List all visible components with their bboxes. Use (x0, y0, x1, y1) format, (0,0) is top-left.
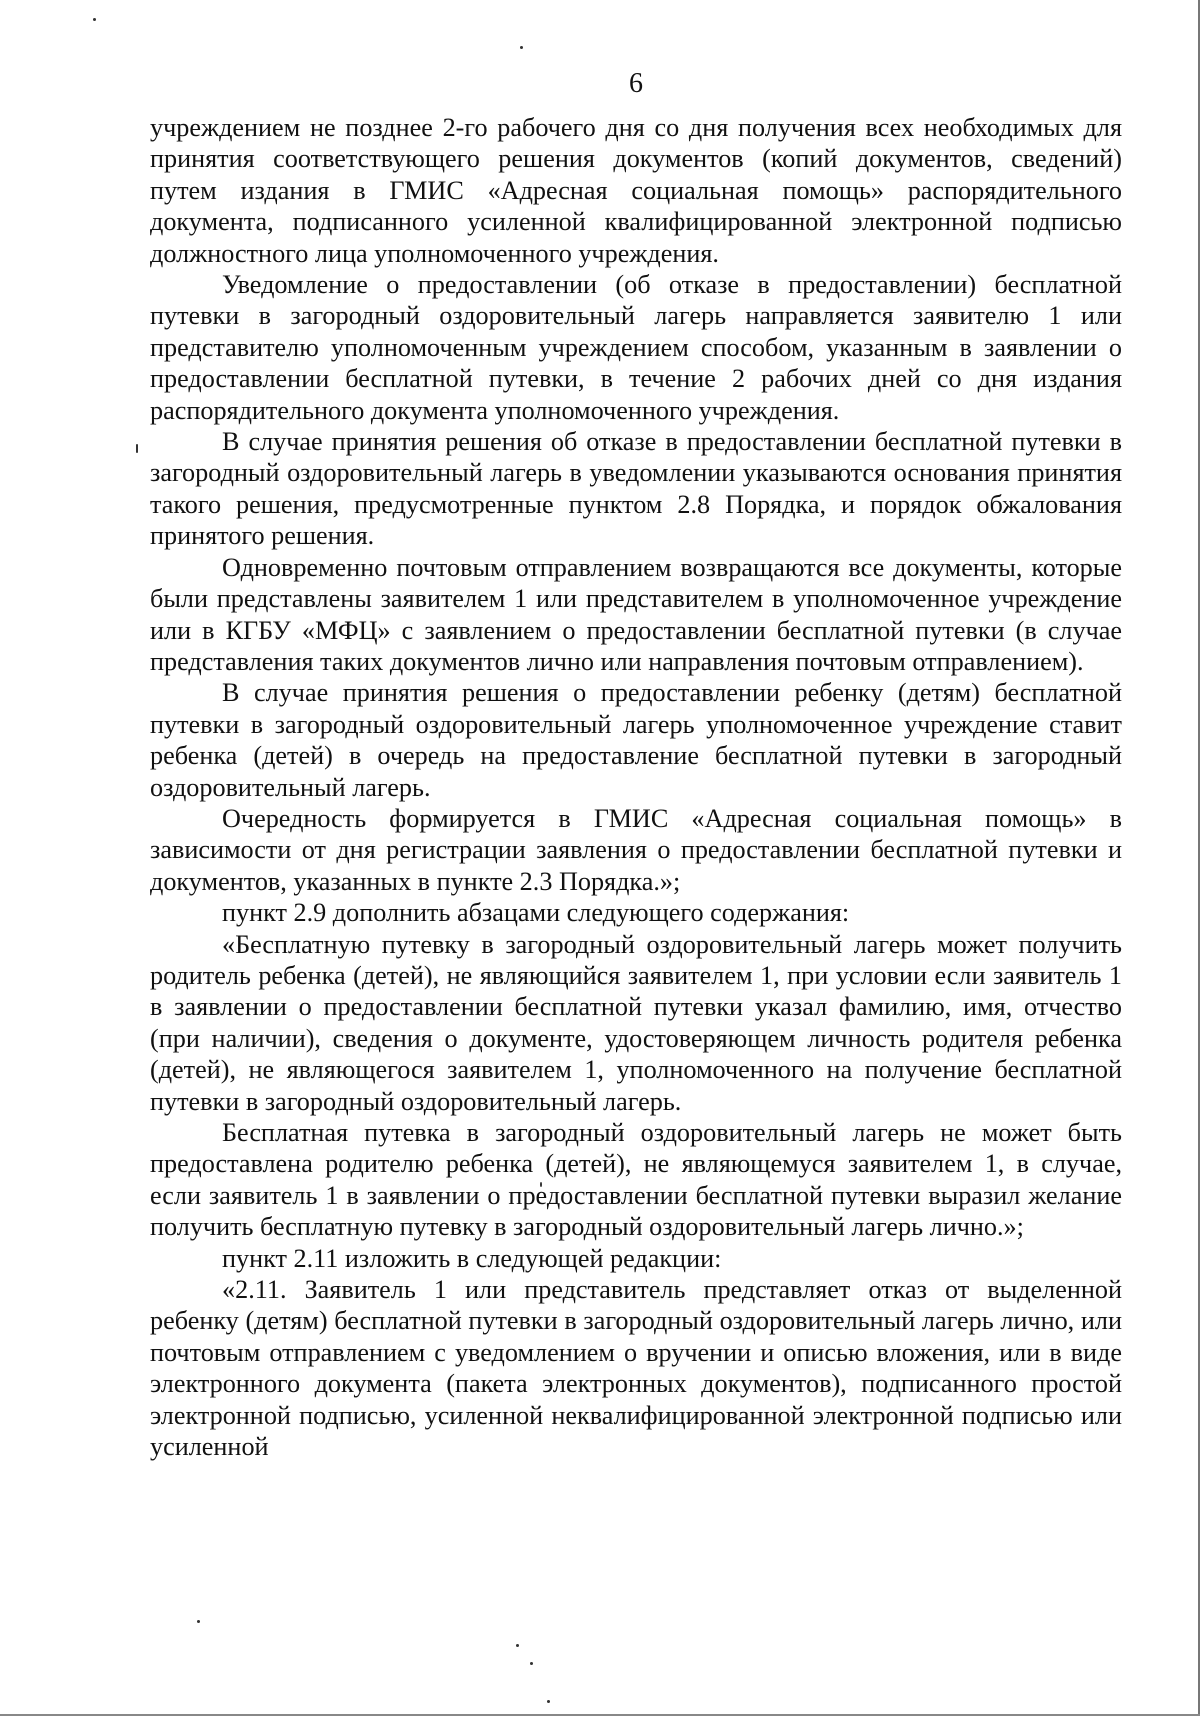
paragraph: Бесплатная путевка в загородный оздоровительный лагерь не может быть предоставлена родителю ребенка (детей), не являющемуся заявителем 1, в случае, если заявитель 1 в заявлении о предоставлении бесплатной путевки выразил желание получить бесплатную путевку в загородный оздоровительный лагерь лично.»; (150, 1118, 1122, 1242)
scan-speck (516, 1644, 519, 1647)
paragraph: пункт 2.9 дополнить абзацами следующего содержания: (222, 898, 850, 928)
paragraph: Очередность формируется в ГМИС «Адресная социальная помощь» в зависимости от дня регистрации заявления о предоставлении бесплатной путевки и документов, указанных в пункте 2.3 Порядка.»; (150, 803, 1122, 896)
scan-speck (136, 444, 138, 453)
paragraph: «Бесплатную путевку в загородный оздоровительный лагерь может получить родитель ребенка (детей), не являющийся заявителем 1, при условии если заявитель 1 в заявлении о предоставлении бесплатной путевки указал фамилию, имя, отчество (при наличии), сведения о документе, удостоверяющем личность родителя ребенка (детей), не являющегося заявителем 1, уполномоченного на получение бесплатной путевки в загородный оздоровительный лагерь. (150, 929, 1122, 1116)
paragraph: В случае принятия решения о предоставлении ребенку (детям) бесплатной путевки в загородный оздоровительный лагерь уполномоченное учреждение ставит ребенка (детей) в очередь на предоставление бесплатной путевки в загородный оздоровительный лагерь. (150, 678, 1122, 802)
paragraph: учреждением не позднее 2-го рабочего дня со дня получения всех необходимых для принятия соответствующего решения документов (копий документов, сведений) путем издания в ГМИС «Адресная социальная помощь» распорядительного документа, подписанного усиленной квалифицированной электронной подписью должностного лица уполномоченного учреждения. (150, 113, 1122, 268)
scan-speck (520, 46, 523, 49)
paragraph: пункт 2.11 изложить в следующей редакции: (222, 1243, 722, 1273)
paragraph: В случае принятия решения об отказе в предоставлении бесплатной путевки в загородный оздоровительный лагерь в уведомлении указываются основания принятия такого решения, предусмотренные пунктом 2.8 Порядка, и порядок обжалования принятого решения. (150, 427, 1122, 551)
scan-speck (93, 18, 96, 21)
page-number: 6 (629, 68, 643, 99)
scan-speck (197, 1620, 200, 1623)
paragraph: Уведомление о предоставлении (об отказе в предоставлении) бесплатной путевки в загородный оздоровительный лагерь направляется заявителю 1 или представителю уполномоченным учреждением способом, указанным в заявлении о предоставлении бесплатной путевки, в течение 2 рабочих дней со дня издания распорядительного документа уполномоченного учреждения. (150, 270, 1122, 425)
paragraph: «2.11. Заявитель 1 или представитель представляет отказ от выделенной ребенку (детям) бесплатной путевки в загородный оздоровительный лагерь лично, или почтовым отправлением с уведомлением о вручении и описью вложения, или в виде электронного документа (пакета электронных документов), подписанного простой электронной подписью, усиленной неквалифицированной электронной подписью или усиленной (150, 1275, 1122, 1462)
scan-speck (547, 1700, 550, 1703)
document-body (150, 112, 1122, 1462)
scan-speck (530, 1662, 533, 1665)
paragraph: Одновременно почтовым отправлением возвращаются все документы, которые были представлены заявителем 1 или представителем в уполномоченное учреждение или в КГБУ «МФЦ» с заявлением о предоставлении бесплатной путевки (в случае представления таких документов лично или направления почтовым отправлением). (150, 552, 1122, 676)
